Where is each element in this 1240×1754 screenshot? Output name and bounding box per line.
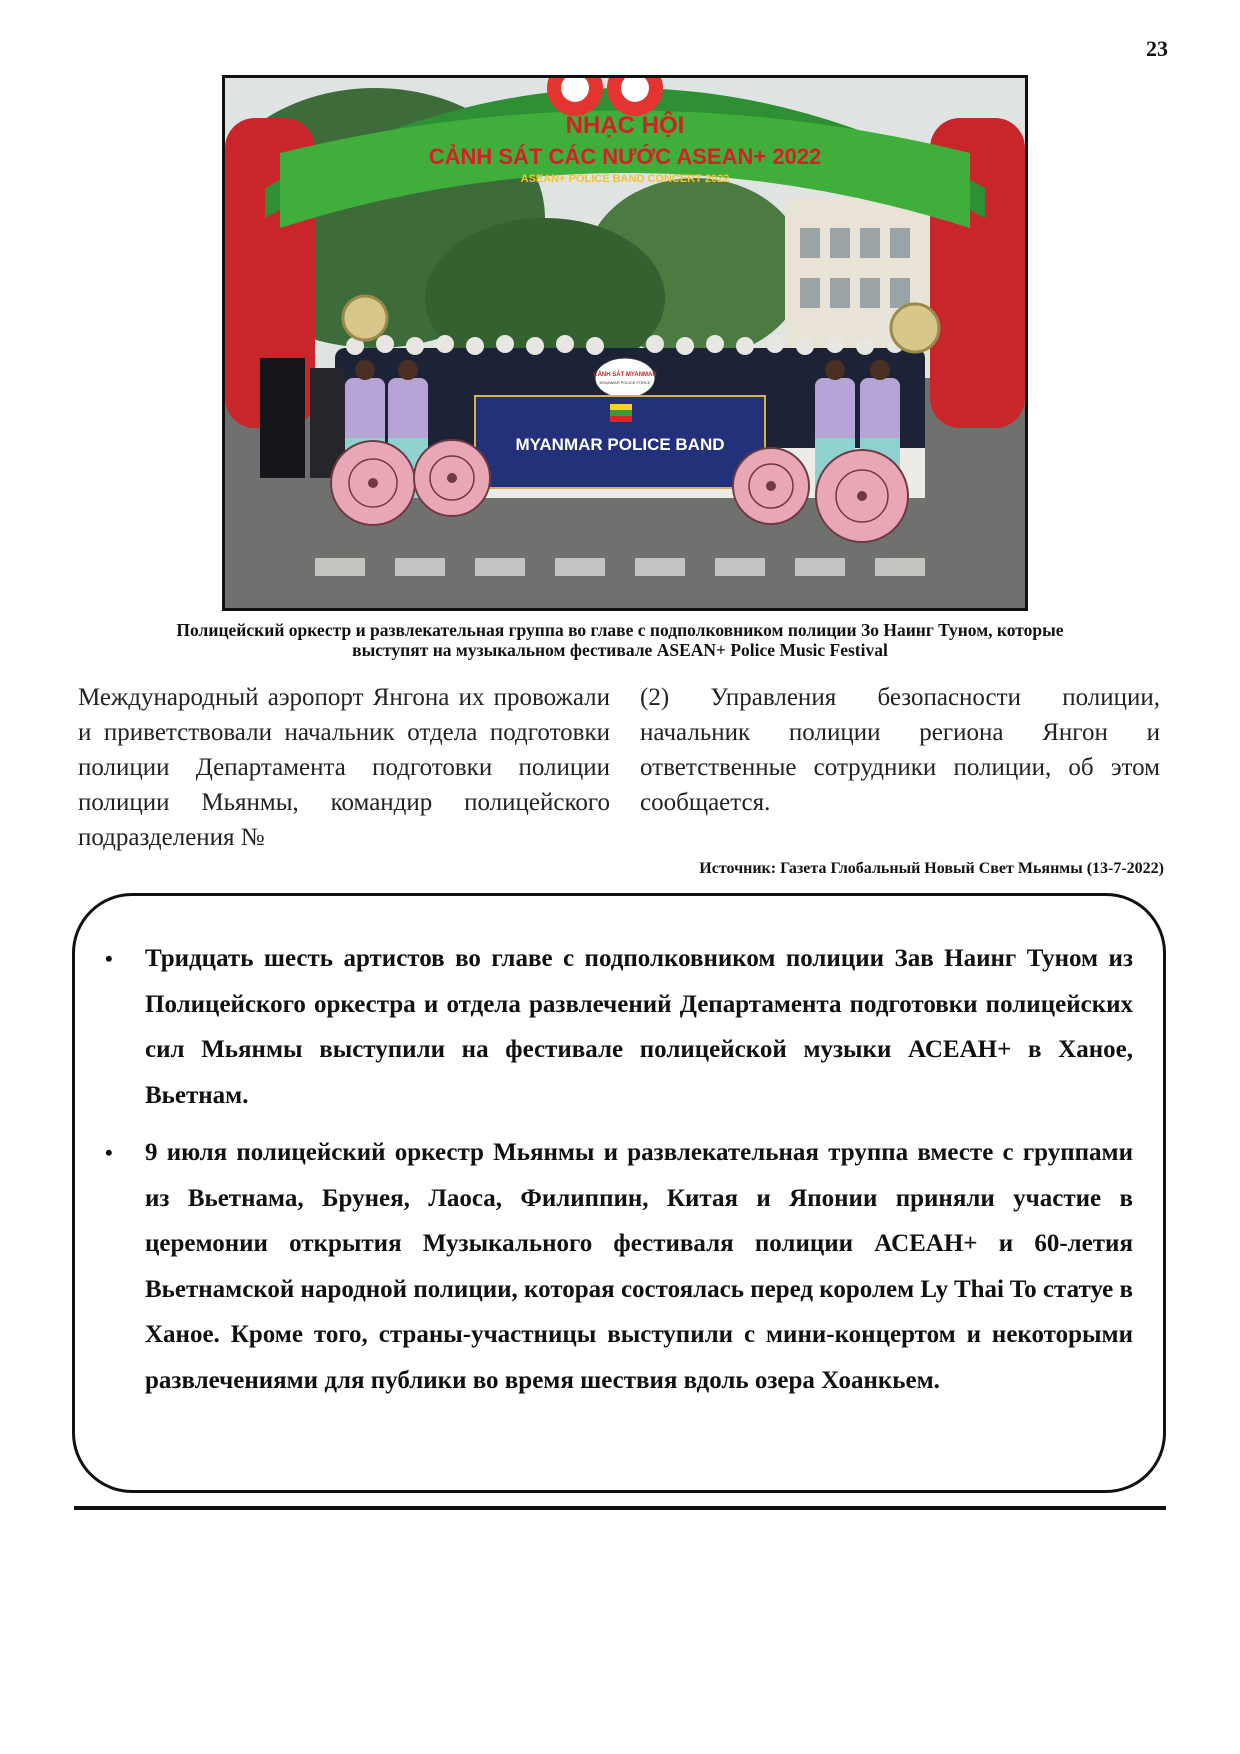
- body-left-column: Международный аэропорт Янгона их провожали и приветствовали начальник отдела подготовки полиции Департамента подготовки полиции полиции Мьянмы, командир полицейского подразделения №: [78, 684, 610, 851]
- bullet-icon: •: [105, 1140, 113, 1165]
- summary-item-text: 9 июля полицейский оркестр Мьянмы и развлекательная труппа вместе с группами из Вьетнама, Брунея, Лаоса, Филиппин, Китая и Японии приняли участие в церемонии открытия Музыкального фестиваля полиции АСЕАН+ и 60-летия Вьетнамской народной полиции, которая состоялась перед королем Ly Thai To статуе в Ханое. Кроме того, страны-участницы выступили с мини-концертом и некоторыми развлечениями для публики во время шествия вдоль озера Хоанкьем.: [145, 1139, 1133, 1394]
- band-photo-illustration: [225, 78, 1025, 608]
- sign-subtext: MYANMAR POLICE FORCE: [599, 380, 651, 385]
- bullet-icon: •: [105, 946, 113, 971]
- summary-list: [75, 896, 1163, 1403]
- horizontal-rule: [74, 1506, 1166, 1510]
- photo-caption: [70, 620, 1170, 660]
- summary-item: [105, 936, 1133, 1118]
- arch-english-title: ASEAN+ POLICE BAND CONCERT 2022: [520, 173, 730, 185]
- arch-subtitle: CẢNH SÁT CÁC NƯỚC ASEAN+ 2022: [428, 144, 822, 169]
- sign-text: CẢNH SÁT MYANMAR: [593, 372, 657, 378]
- summary-box: [72, 893, 1166, 1493]
- summary-item-text: Тридцать шесть артистов во главе с подполковником полиции Зав Наинг Туном из Полицейского оркестра и отдела развлечений Департамента подготовки полицейских сил Мьянмы выступили на фестивале полицейской музыки АСЕАН+ в Ханое, Вьетнам.: [145, 945, 1133, 1109]
- arch-title: NHẠC HỘI: [565, 112, 685, 139]
- banner-text: MYANMAR POLICE BAND: [515, 435, 725, 454]
- summary-item: [105, 1130, 1133, 1403]
- caption-line-2: выступят на музыкальном фестивале ASEAN+ Police Music Festival: [352, 640, 888, 660]
- page-number: 23: [1146, 36, 1168, 61]
- body-right-column: (2) Управления безопасности полиции, начальник полиции региона Янгон и ответственные сотрудники полиции, об этом сообщается.: [640, 684, 1160, 816]
- source-citation: Источник: Газета Глобальный Новый Свет Мьянмы (13-7-2022): [699, 860, 1164, 877]
- band-photo: [222, 75, 1028, 611]
- caption-line-1: Полицейский оркестр и развлекательная группа во главе с подполковником полиции Зо Наинг Туном, которые: [176, 620, 1064, 640]
